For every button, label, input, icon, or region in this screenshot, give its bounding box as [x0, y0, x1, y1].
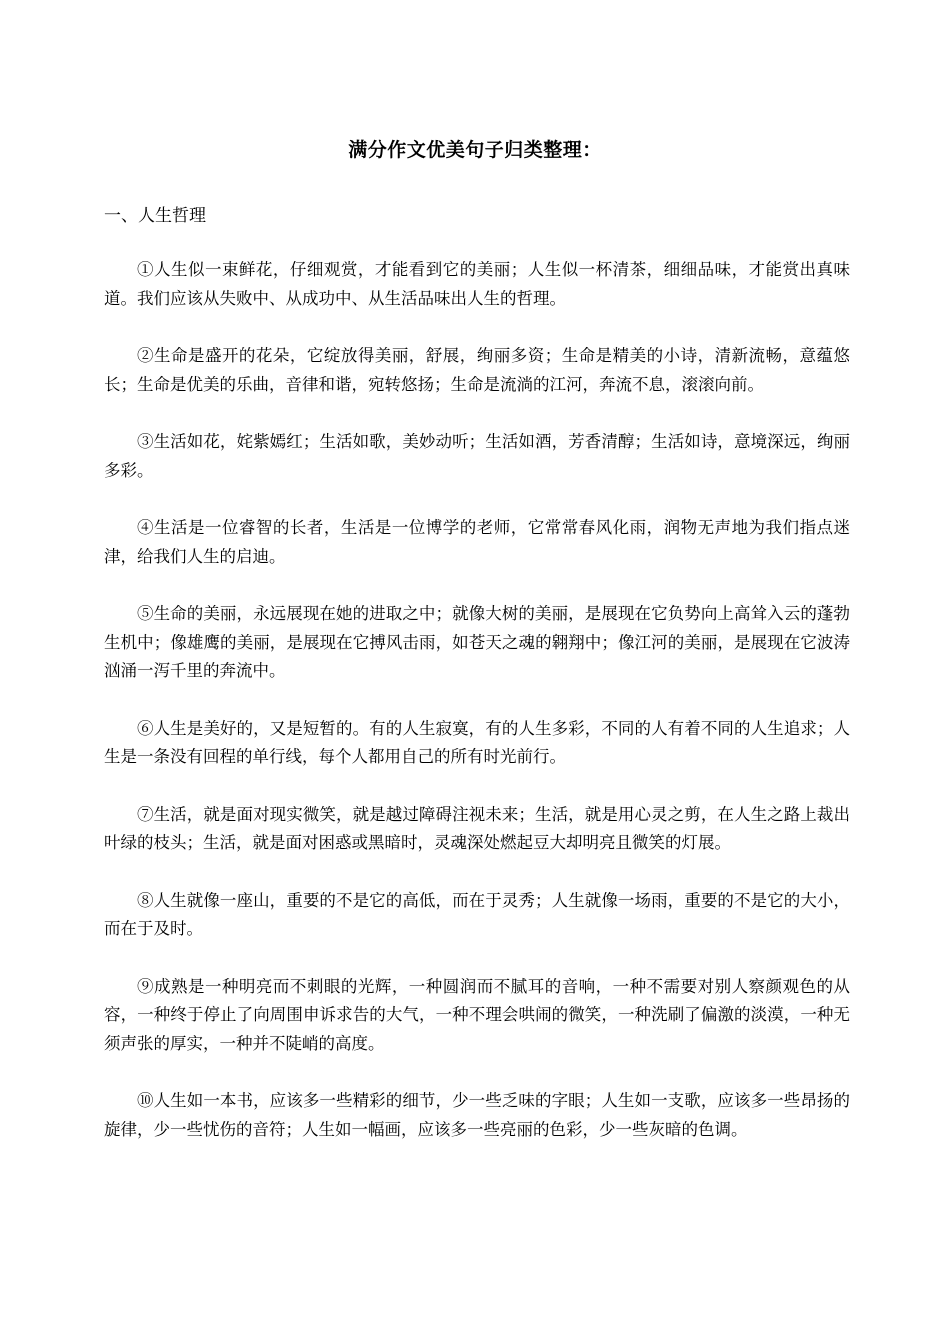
paragraph-2: ②生命是盛开的花朵，它绽放得美丽，舒展，绚丽多资；生命是精美的小诗，清新流畅，意蕴悠长；生命是优美的乐曲，音律和谐，宛转悠扬；生命是流淌的江河，奔流不息，滚滚向前。: [104, 346, 850, 394]
paragraph-5: ⑤生命的美丽，永远展现在她的进取之中；就像大树的美丽，是展现在它负势向上高耸入云的蓬勃生机中；像雄鹰的美丽，是展现在它搏风击雨，如苍天之魂的翱翔中；像江河的美丽，是展现在它波涛汹涌一泻千里的奔流中。: [104, 604, 850, 680]
paragraph-4: ④生活是一位睿智的长者，生活是一位博学的老师，它常常春风化雨，润物无声地为我们指点迷津，给我们人生的启迪。: [104, 518, 850, 566]
paragraph-1: ①人生似一束鲜花，仔细观赏，才能看到它的美丽；人生似一杯清茶，细细品味，才能赏出真味道。我们应该从失败中、从成功中、从生活品味出人生的哲理。: [104, 260, 850, 308]
paragraph-10: ⑩人生如一本书，应该多一些精彩的细节，少一些乏味的字眼；人生如一支歌，应该多一些昂扬的旋律，少一些忧伤的音符；人生如一幅画，应该多一些亮丽的色彩，少一些灰暗的色调。: [104, 1091, 850, 1139]
document-title: 满分作文优美句子归类整理：: [348, 139, 602, 161]
paragraph-9: ⑨成熟是一种明亮而不刺眼的光辉，一种圆润而不腻耳的音响，一种不需要对别人察颜观色的从容，一种终于停止了向周围申诉求告的大气，一种不理会哄闹的微笑，一种洗刷了偏激的淡漠，一种无须声张的厚实，一种并不陡峭的高度。: [104, 976, 850, 1053]
paragraph-6: ⑥人生是美好的，又是短暂的。有的人生寂寞，有的人生多彩，不同的人有着不同的人生追求；人生是一条没有回程的单行线，每个人都用自己的所有时光前行。: [104, 718, 850, 766]
section-content: [104, 256, 850, 1173]
paragraph-8: ⑧人生就像一座山，重要的不是它的高低，而在于灵秀；人生就像一场雨，重要的不是它的大小，而在于及时。: [104, 890, 850, 938]
paragraph-7: ⑦生活，就是面对现实微笑，就是越过障碍注视未来；生活，就是用心灵之剪，在人生之路上裁出叶绿的枝头；生活，就是面对困惑或黑暗时，灵魂深处燃起豆大却明亮且微笑的灯展。: [104, 804, 850, 852]
paragraph-3: ③生活如花，姹紫嫣红；生活如歌，美妙动听；生活如酒，芳香清醇；生活如诗，意境深远，绚丽多彩。: [104, 432, 850, 480]
section-heading: 一、人生哲理: [104, 206, 206, 226]
